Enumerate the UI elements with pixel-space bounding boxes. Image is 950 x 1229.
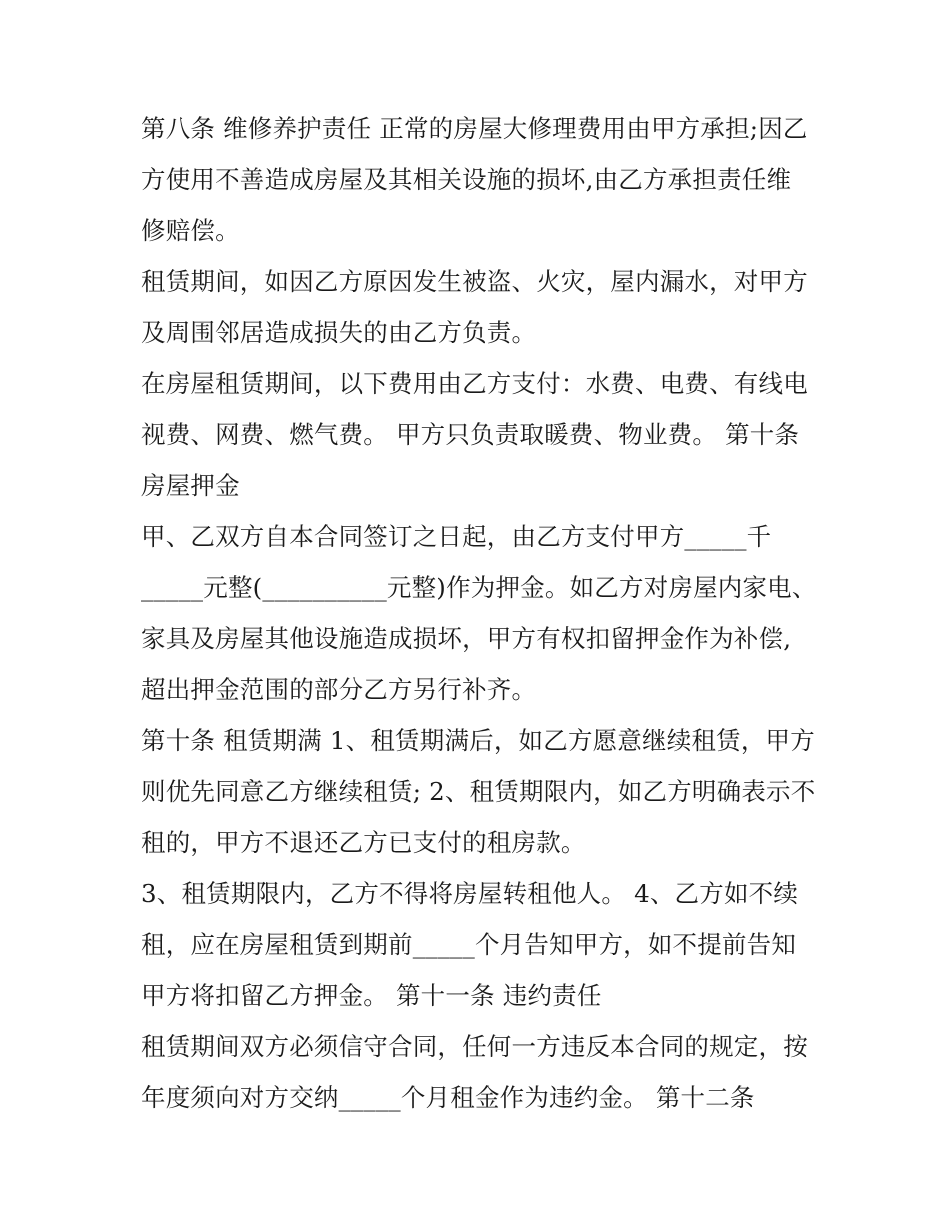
text-line: _____元整(__________元整)作为押金。如乙方对房屋内家电、 xyxy=(141,573,817,602)
text-line: 第十条 租赁期满 1、租赁期满后，如乙方愿意继续租赁，甲方 xyxy=(141,726,815,755)
text-line: 及周围邻居造成损失的由乙方负责。 xyxy=(141,318,537,347)
text-line: 房屋押金 xyxy=(141,471,240,500)
text-line: 修赔偿。 xyxy=(141,216,240,245)
text-line: 租赁期间，如因乙方原因发生被盗、火灾，屋内漏水，对甲方 xyxy=(141,267,808,296)
text-line: 年度须向对方交纳_____个月租金作为违约金。 第十二条 xyxy=(141,1083,755,1112)
text-line: 超出押金范围的部分乙方另行补齐。 xyxy=(141,675,537,704)
contract-text xyxy=(141,109,821,1129)
text-line: 3、租赁期限内，乙方不得将房屋转租他人。 4、乙方如不续 xyxy=(141,879,799,908)
text-line: 租的，甲方不退还乙方已支付的租房款。 xyxy=(141,828,586,857)
text-line: 甲方将扣留乙方押金。 第十一条 违约责任 xyxy=(141,981,602,1010)
text-line: 甲、乙双方自本合同签订之日起，由乙方支付甲方_____千 xyxy=(141,522,772,551)
text-line: 第八条 维修养护责任 正常的房屋大修理费用由甲方承担;因乙 xyxy=(141,114,808,143)
text-line: 租赁期间双方必须信守合同，任何一方违反本合同的规定，按 xyxy=(141,1032,808,1061)
text-line: 则优先同意乙方继续租赁; 2、租赁期限内，如乙方明确表示不 xyxy=(141,777,816,806)
text-line: 在房屋租赁期间，以下费用由乙方支付：水费、电费、有线电 xyxy=(141,369,808,398)
text-line: 租，应在房屋租赁到期前_____个月告知甲方，如不提前告知 xyxy=(141,930,797,959)
text-line: 方使用不善造成房屋及其相关设施的损坏,由乙方承担责任维 xyxy=(141,165,792,194)
text-line: 视费、网费、燃气费。 甲方只负责取暖费、物业费。 第十条 xyxy=(141,420,800,449)
text-line: 家具及房屋其他设施造成损坏，甲方有权扣留押金作为补偿, xyxy=(141,624,792,653)
